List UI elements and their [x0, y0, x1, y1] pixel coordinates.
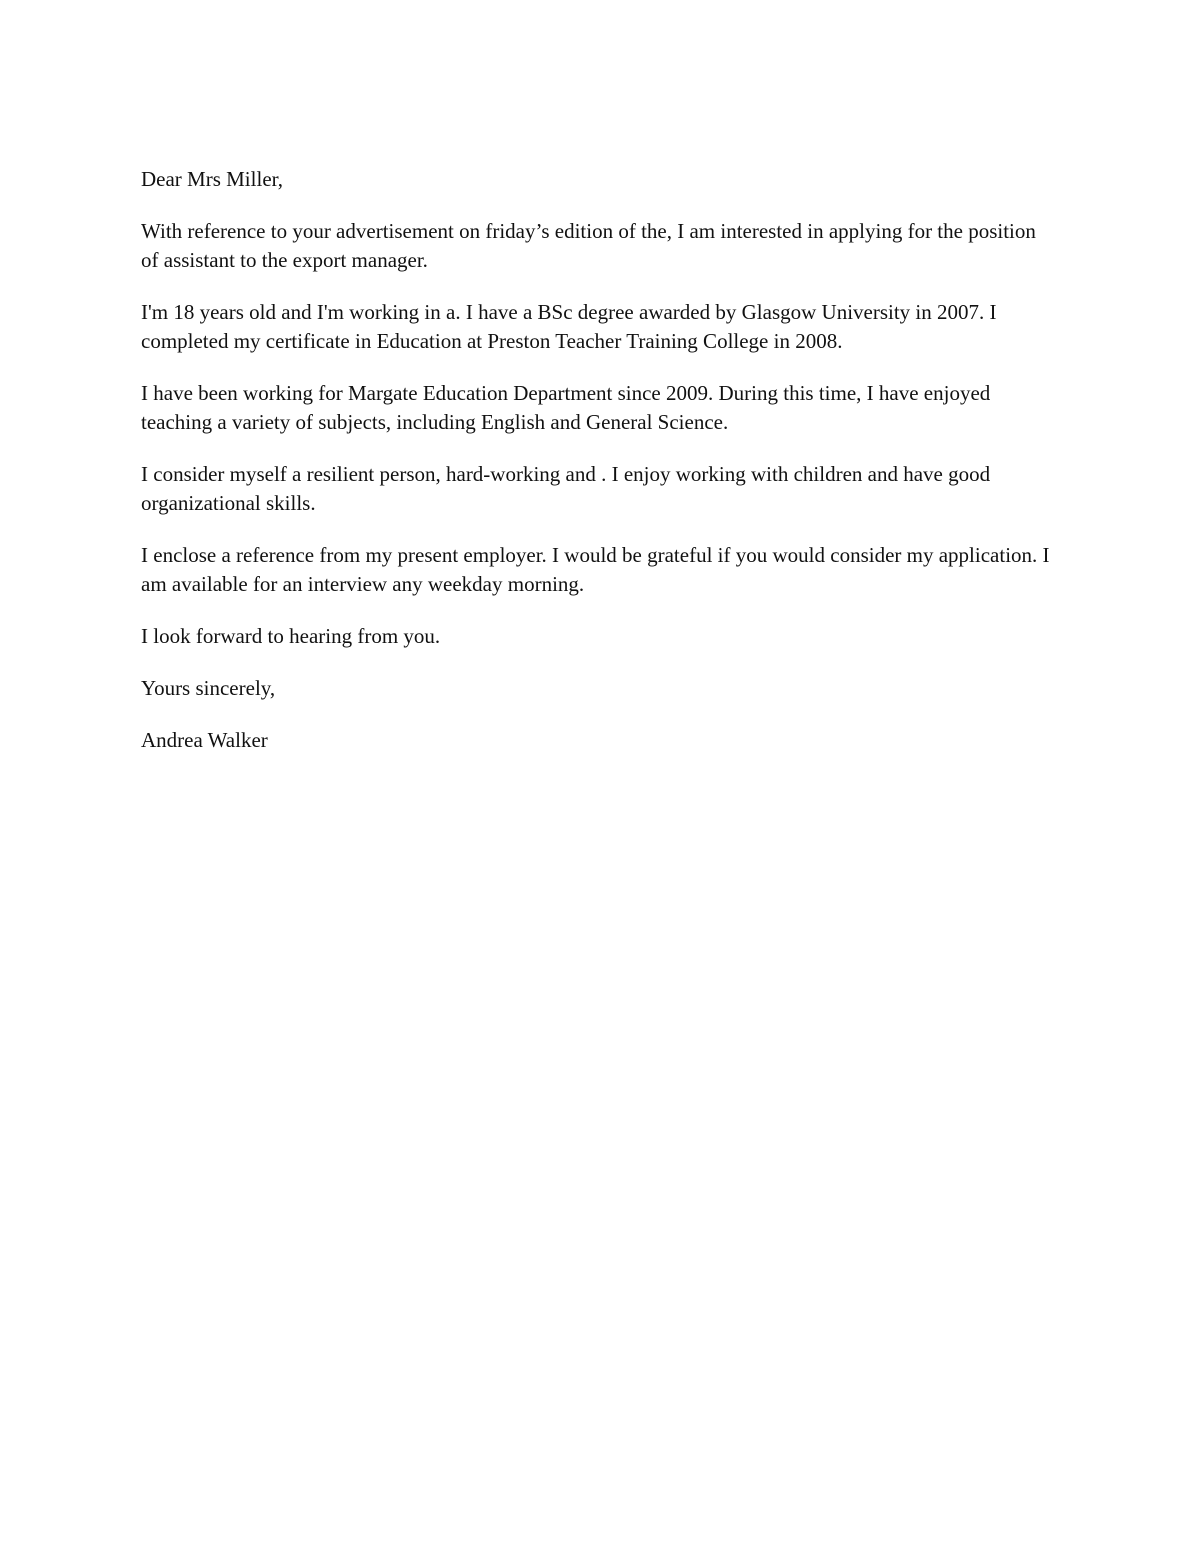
signature: Andrea Walker [141, 728, 268, 752]
cover-letter [141, 165, 1051, 778]
paragraph-personal-qualities: I consider myself a resilient person, hard-working and . I enjoy working with children and have good organizational skills. [141, 462, 991, 515]
paragraph-education: I'm 18 years old and I'm working in a. I have a BSc degree awarded by Glasgow University in 2007. I completed my certificate in Education at Preston Teacher Training College in 2008. [141, 300, 997, 353]
paragraph-advertisement: With reference to your advertisement on friday’s edition of the, I am interested in applying for the position of assistant to the export manager. [141, 219, 1036, 272]
closing: Yours sincerely, [141, 676, 276, 700]
salutation: Dear Mrs Miller, [141, 167, 284, 191]
paragraph-experience: I have been working for Margate Education Department since 2009. During this time, I have enjoyed teaching a variety of subjects, including English and General Science. [141, 381, 991, 434]
paragraph-closing-remark: I look forward to hearing from you. [141, 624, 441, 648]
paragraph-reference: I enclose a reference from my present employer. I would be grateful if you would consider my application. I am available for an interview any weekday morning. [141, 543, 1050, 596]
